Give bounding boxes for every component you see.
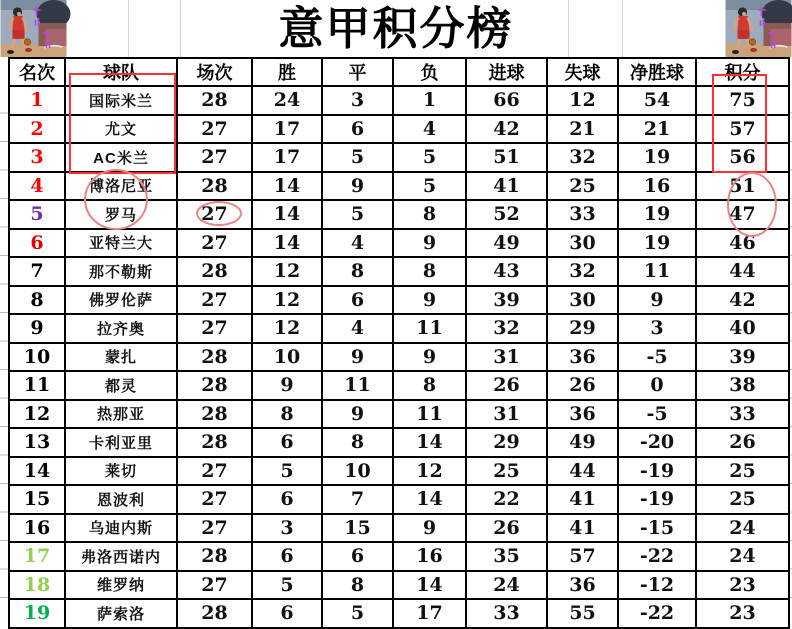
goals-for-cell: 31 (466, 343, 547, 372)
goals-for-cell: 66 (466, 86, 547, 115)
table-row (9, 343, 789, 372)
wins-cell: 5 (252, 571, 322, 600)
table-row (9, 428, 789, 457)
rank-cell: 3 (9, 143, 65, 172)
table-row (9, 400, 789, 429)
played-cell: 28 (177, 428, 252, 457)
played-cell: 27 (177, 457, 252, 486)
goals-for-cell: 29 (466, 428, 547, 457)
table-row (9, 200, 789, 229)
points-cell: 47 (696, 200, 789, 229)
draws-cell: 15 (322, 514, 393, 543)
goals-for-cell: 35 (466, 542, 547, 571)
goals-against-cell: 41 (547, 485, 618, 514)
table-row (9, 143, 789, 172)
goals-against-cell: 36 (547, 343, 618, 372)
played-cell: 28 (177, 371, 252, 400)
goals-against-cell: 30 (547, 229, 618, 258)
col-header-goal-diff: 净胜球 (618, 58, 696, 86)
rank-cell: 16 (9, 514, 65, 543)
goal-diff-cell: -5 (618, 400, 696, 429)
points-cell: 33 (696, 400, 789, 429)
goals-against-cell: 29 (547, 314, 618, 343)
goal-diff-cell: -19 (618, 485, 696, 514)
points-cell: 38 (696, 371, 789, 400)
rank-cell: 5 (9, 200, 65, 229)
draws-cell: 4 (322, 229, 393, 258)
rank-cell: 12 (9, 400, 65, 429)
rank-cell: 15 (9, 485, 65, 514)
losses-cell: 9 (393, 229, 466, 258)
played-cell: 28 (177, 257, 252, 286)
team-cell: 博洛尼亚 (65, 172, 177, 201)
goals-for-cell: 22 (466, 485, 547, 514)
rank-cell: 18 (9, 571, 65, 600)
rank-cell: 9 (9, 314, 65, 343)
losses-cell: 17 (393, 599, 466, 628)
team-cell: 卡利亚里 (65, 428, 177, 457)
draws-cell: 3 (322, 86, 393, 115)
basketball-artwork-left-icon (0, 0, 67, 57)
goal-diff-cell: -22 (618, 599, 696, 628)
rank-cell: 14 (9, 457, 65, 486)
points-cell: 51 (696, 172, 789, 201)
points-cell: 25 (696, 485, 789, 514)
losses-cell: 11 (393, 400, 466, 429)
points-cell: 75 (696, 86, 789, 115)
played-cell: 28 (177, 599, 252, 628)
draws-cell: 8 (322, 571, 393, 600)
col-header-points: 积分 (696, 58, 789, 86)
draws-cell: 6 (322, 542, 393, 571)
goals-against-cell: 12 (547, 86, 618, 115)
standings-body (9, 86, 789, 628)
goals-for-cell: 26 (466, 514, 547, 543)
points-cell: 57 (696, 115, 789, 144)
played-cell: 27 (177, 485, 252, 514)
team-cell: 乌迪内斯 (65, 514, 177, 543)
table-row (9, 172, 789, 201)
table-row (9, 86, 789, 115)
wins-cell: 14 (252, 172, 322, 201)
goals-for-cell: 49 (466, 229, 547, 258)
team-cell: 弗洛西诺内 (65, 542, 177, 571)
wins-cell: 8 (252, 400, 322, 429)
points-cell: 42 (696, 286, 789, 315)
table-row (9, 229, 789, 258)
losses-cell: 14 (393, 485, 466, 514)
draws-cell: 9 (322, 400, 393, 429)
wins-cell: 17 (252, 115, 322, 144)
played-cell: 27 (177, 143, 252, 172)
played-cell: 28 (177, 86, 252, 115)
wins-cell: 10 (252, 343, 322, 372)
rank-cell: 1 (9, 86, 65, 115)
wins-cell: 12 (252, 286, 322, 315)
goal-diff-cell: 19 (618, 200, 696, 229)
basketball-artwork-right-icon (725, 0, 792, 57)
goal-diff-cell: 9 (618, 286, 696, 315)
col-header-goals-for: 进球 (466, 58, 547, 86)
team-cell: 国际米兰 (65, 86, 177, 115)
draws-cell: 9 (322, 172, 393, 201)
goals-against-cell: 44 (547, 457, 618, 486)
goals-against-cell: 25 (547, 172, 618, 201)
team-cell: AC米兰 (65, 143, 177, 172)
points-cell: 56 (696, 143, 789, 172)
rank-cell: 10 (9, 343, 65, 372)
played-cell: 27 (177, 571, 252, 600)
goals-against-cell: 55 (547, 599, 618, 628)
wins-cell: 9 (252, 371, 322, 400)
wins-cell: 14 (252, 229, 322, 258)
goals-for-cell: 39 (466, 286, 547, 315)
goal-diff-cell: -20 (618, 428, 696, 457)
goals-against-cell: 36 (547, 571, 618, 600)
col-header-losses: 负 (393, 58, 466, 86)
goal-diff-cell: -5 (618, 343, 696, 372)
draws-cell: 11 (322, 371, 393, 400)
goals-against-cell: 21 (547, 115, 618, 144)
draws-cell: 9 (322, 343, 393, 372)
points-cell: 24 (696, 542, 789, 571)
losses-cell: 14 (393, 571, 466, 600)
goal-diff-cell: -15 (618, 514, 696, 543)
goals-for-cell: 31 (466, 400, 547, 429)
table-row (9, 457, 789, 486)
table-row (9, 314, 789, 343)
rank-cell: 4 (9, 172, 65, 201)
table-row (9, 257, 789, 286)
goal-diff-cell: 3 (618, 314, 696, 343)
team-cell: 维罗纳 (65, 571, 177, 600)
played-cell: 28 (177, 400, 252, 429)
goal-diff-cell: 54 (618, 86, 696, 115)
col-header-goals-against: 失球 (547, 58, 618, 86)
team-cell: 热那亚 (65, 400, 177, 429)
goals-for-cell: 52 (466, 200, 547, 229)
team-cell: 拉齐奥 (65, 314, 177, 343)
goal-diff-cell: 11 (618, 257, 696, 286)
table-row (9, 485, 789, 514)
goal-diff-cell: -22 (618, 542, 696, 571)
goals-against-cell: 36 (547, 400, 618, 429)
played-cell: 28 (177, 542, 252, 571)
rank-cell: 11 (9, 371, 65, 400)
draws-cell: 7 (322, 485, 393, 514)
draws-cell: 6 (322, 115, 393, 144)
standings-table (8, 57, 790, 629)
goal-diff-cell: 19 (618, 229, 696, 258)
goals-for-cell: 24 (466, 571, 547, 600)
played-cell: 27 (177, 229, 252, 258)
losses-cell: 5 (393, 172, 466, 201)
draws-cell: 5 (322, 200, 393, 229)
wins-cell: 6 (252, 485, 322, 514)
draws-cell: 10 (322, 457, 393, 486)
losses-cell: 5 (393, 143, 466, 172)
losses-cell: 14 (393, 428, 466, 457)
goals-against-cell: 32 (547, 143, 618, 172)
played-cell: 28 (177, 172, 252, 201)
goals-for-cell: 43 (466, 257, 547, 286)
table-row (9, 286, 789, 315)
col-header-wins: 胜 (252, 58, 322, 86)
played-cell: 27 (177, 115, 252, 144)
losses-cell: 8 (393, 371, 466, 400)
goal-diff-cell: 16 (618, 172, 696, 201)
goals-against-cell: 30 (547, 286, 618, 315)
page-title: 意甲积分榜 (0, 0, 792, 57)
losses-cell: 9 (393, 286, 466, 315)
wins-cell: 6 (252, 428, 322, 457)
team-cell: 那不勒斯 (65, 257, 177, 286)
played-cell: 27 (177, 286, 252, 315)
wins-cell: 3 (252, 514, 322, 543)
header-row (9, 58, 789, 86)
col-header-team: 球队 (65, 58, 177, 86)
col-header-draws: 平 (322, 58, 393, 86)
wins-cell: 14 (252, 200, 322, 229)
points-cell: 23 (696, 571, 789, 600)
rank-cell: 2 (9, 115, 65, 144)
points-cell: 23 (696, 599, 789, 628)
goals-for-cell: 51 (466, 143, 547, 172)
losses-cell: 4 (393, 115, 466, 144)
goals-for-cell: 33 (466, 599, 547, 628)
points-cell: 44 (696, 257, 789, 286)
goals-for-cell: 25 (466, 457, 547, 486)
team-cell: 亚特兰大 (65, 229, 177, 258)
rank-cell: 6 (9, 229, 65, 258)
table-row (9, 514, 789, 543)
played-cell: 27 (177, 514, 252, 543)
wins-cell: 6 (252, 599, 322, 628)
col-header-rank: 名次 (9, 58, 65, 86)
points-cell: 39 (696, 343, 789, 372)
losses-cell: 8 (393, 257, 466, 286)
goals-for-cell: 41 (466, 172, 547, 201)
losses-cell: 8 (393, 200, 466, 229)
wins-cell: 24 (252, 86, 322, 115)
points-cell: 40 (696, 314, 789, 343)
table-row (9, 571, 789, 600)
played-cell: 28 (177, 343, 252, 372)
team-cell: 莱切 (65, 457, 177, 486)
wins-cell: 12 (252, 314, 322, 343)
losses-cell: 12 (393, 457, 466, 486)
wins-cell: 17 (252, 143, 322, 172)
goal-diff-cell: -19 (618, 457, 696, 486)
goals-against-cell: 33 (547, 200, 618, 229)
draws-cell: 4 (322, 314, 393, 343)
wins-cell: 5 (252, 457, 322, 486)
points-cell: 46 (696, 229, 789, 258)
table-row (9, 115, 789, 144)
losses-cell: 9 (393, 514, 466, 543)
col-header-played: 场次 (177, 58, 252, 86)
losses-cell: 11 (393, 314, 466, 343)
goals-for-cell: 42 (466, 115, 547, 144)
draws-cell: 8 (322, 257, 393, 286)
points-cell: 26 (696, 428, 789, 457)
rank-cell: 17 (9, 542, 65, 571)
goals-for-cell: 32 (466, 314, 547, 343)
goals-against-cell: 32 (547, 257, 618, 286)
table-row (9, 371, 789, 400)
team-cell: 尤文 (65, 115, 177, 144)
goal-diff-cell: -12 (618, 571, 696, 600)
losses-cell: 16 (393, 542, 466, 571)
rank-cell: 13 (9, 428, 65, 457)
team-cell: 佛罗伦萨 (65, 286, 177, 315)
draws-cell: 5 (322, 599, 393, 628)
points-cell: 24 (696, 514, 789, 543)
table-row (9, 542, 789, 571)
team-cell: 萨索洛 (65, 599, 177, 628)
played-cell: 27 (177, 200, 252, 229)
goals-against-cell: 49 (547, 428, 618, 457)
rank-cell: 8 (9, 286, 65, 315)
wins-cell: 6 (252, 542, 322, 571)
goals-against-cell: 41 (547, 514, 618, 543)
table-row (9, 599, 789, 628)
goals-against-cell: 26 (547, 371, 618, 400)
rank-cell: 7 (9, 257, 65, 286)
draws-cell: 6 (322, 286, 393, 315)
losses-cell: 9 (393, 343, 466, 372)
team-cell: 蒙扎 (65, 343, 177, 372)
played-cell: 27 (177, 314, 252, 343)
goals-for-cell: 26 (466, 371, 547, 400)
team-cell: 恩波利 (65, 485, 177, 514)
goal-diff-cell: 0 (618, 371, 696, 400)
draws-cell: 8 (322, 428, 393, 457)
points-cell: 25 (696, 457, 789, 486)
losses-cell: 1 (393, 86, 466, 115)
goal-diff-cell: 21 (618, 115, 696, 144)
goal-diff-cell: 19 (618, 143, 696, 172)
goals-against-cell: 57 (547, 542, 618, 571)
rank-cell: 19 (9, 599, 65, 628)
team-cell: 罗马 (65, 200, 177, 229)
draws-cell: 5 (322, 143, 393, 172)
wins-cell: 12 (252, 257, 322, 286)
title-band (0, 0, 792, 57)
team-cell: 都灵 (65, 371, 177, 400)
